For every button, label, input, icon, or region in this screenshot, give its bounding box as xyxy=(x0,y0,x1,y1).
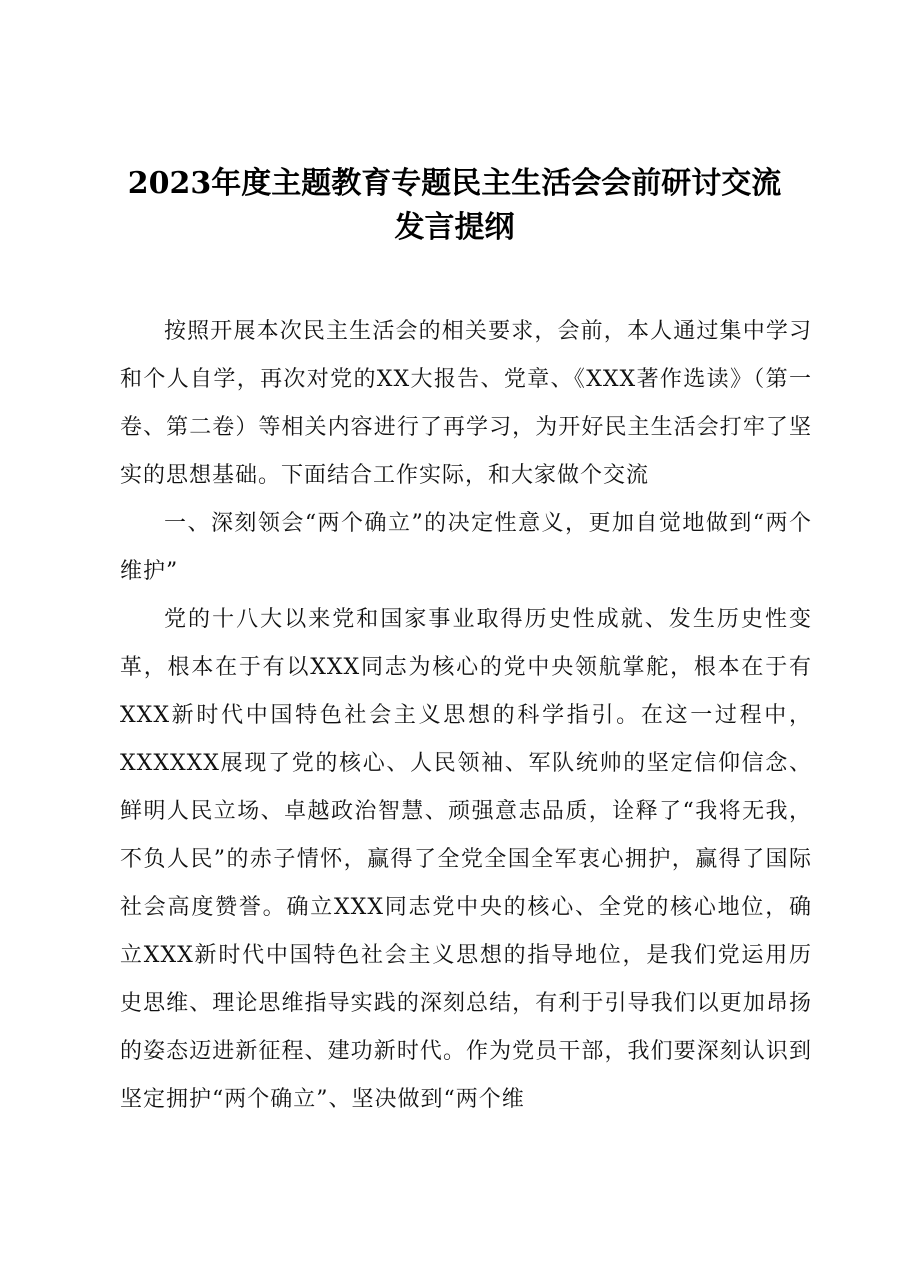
paragraph-section-1: 党的十八大以来党和国家事业取得历史性成就、发生历史性变革，根本在于有以XXX同志为核心的党中央领航掌舵，根本在于有XXX新时代中国特色社会主义思想的科学指引。在这一过程中，XXXXXX展现了党的核心、人民领袖、军队统帅的坚定信仰信念、鲜明人民立场、卓越政治智慧、顽强意志品质，诠释了“我将无我，不负人民”的赤子情怀，赢得了全党全国全军衷心拥护，赢得了国际社会高度赞誉。确立XXX同志党中央的核心、全党的核心地位，确立XXX新时代中国特色社会主义思想的指导地位，是我们党运用历史思维、理论思维指导实践的深刻总结，有利于引导我们以更加昂扬的姿态迈进新征程、建功新时代。作为党员干部，我们要深刻认识到坚定拥护“两个确立”、坚决做到“两个维 xyxy=(120,607,812,1112)
title-line-1: 2023年度主题教育专题民主生活会会前研讨交流 xyxy=(127,166,782,201)
document-body xyxy=(120,308,812,1124)
title-line-2: 发言提纲 xyxy=(394,210,515,245)
section-heading-1: 一、深刻领会“两个确立”的决定性意义，更加自觉地做到“两个维护” xyxy=(120,511,812,584)
document-title xyxy=(100,162,809,250)
paragraph-intro: 按照开展本次民主生活会的相关要求，会前，本人通过集中学习和个人自学，再次对党的XX大报告、党章、《XXX著作选读》（第一卷、第二卷）等相关内容进行了再学习，为开好民主生活会打牢了坚实的思想基础。下面结合工作实际，和大家做个交流 xyxy=(120,319,812,488)
